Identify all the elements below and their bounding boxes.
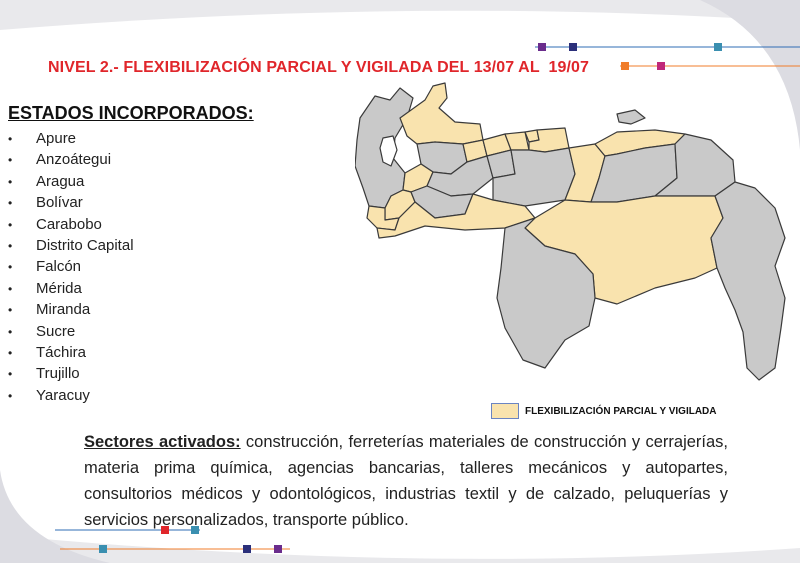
state-item (8, 278, 134, 299)
states-heading: ESTADOS INCORPORADOS: (8, 103, 254, 123)
state-name: Bolívar (36, 194, 83, 212)
state-item (8, 171, 134, 192)
state-item (8, 256, 134, 277)
state-item (8, 385, 134, 406)
bullet: • (8, 174, 13, 189)
bullet: • (8, 260, 13, 275)
bullet: • (8, 388, 13, 403)
state-item (8, 321, 134, 342)
state-name: Distrito Capital (36, 236, 134, 254)
state-item (8, 214, 134, 235)
sectors-paragraph (84, 429, 728, 533)
state-name: Sucre (36, 322, 76, 340)
state-name: Apure (36, 130, 77, 147)
state-item (8, 128, 134, 149)
map-legend (491, 403, 717, 419)
map-state-nueva-esparta (617, 110, 645, 124)
map-state-falcon (400, 83, 483, 144)
state-item (8, 192, 134, 213)
sectors-label: Sectores activados: (84, 433, 241, 451)
bullet: • (8, 281, 13, 296)
state-item (8, 299, 134, 320)
legend-swatch (491, 403, 519, 419)
state-item (8, 342, 134, 363)
slide-title: NIVEL 2.- FLEXIBILIZACIÓN PARCIAL Y VIGILADA DEL 13/07 AL 19/07 (48, 59, 590, 76)
bullet: • (8, 196, 13, 211)
bullet: • (8, 238, 13, 253)
sectors-text: construcción, ferreterías materiales de construcción y cerrajerías, materia prima química, agencias bancarias, talleres mecánicos y autopartes, consultorios médicos y odontológicos, industrias textil y de calzado, peluquerías y servicios personalizados, transporte público. (84, 433, 729, 529)
state-item (8, 235, 134, 256)
state-name: Mérida (36, 279, 82, 297)
state-name: Anzoátegui (36, 151, 112, 169)
bullet: • (8, 367, 13, 382)
state-list (8, 128, 134, 406)
state-name: Yaracuy (36, 386, 90, 404)
legend-label: FLEXIBILIZACIÓN PARCIAL Y VIGILADA (525, 405, 717, 417)
state-name: Táchira (36, 343, 87, 361)
state-name: Falcón (36, 258, 82, 276)
bullet: • (8, 153, 13, 168)
state-name: Carabobo (36, 215, 102, 233)
bullet: • (8, 303, 13, 318)
bullet: • (8, 324, 13, 339)
state-name: Aragua (36, 172, 85, 190)
bullet: • (8, 132, 13, 146)
state-item (8, 149, 134, 170)
bullet: • (8, 345, 13, 360)
state-item (8, 363, 134, 384)
venezuela-map (355, 78, 795, 388)
state-name: Trujillo (36, 365, 80, 383)
state-name: Miranda (36, 301, 91, 319)
bullet: • (8, 217, 13, 232)
map-region-esequibo (711, 182, 785, 380)
